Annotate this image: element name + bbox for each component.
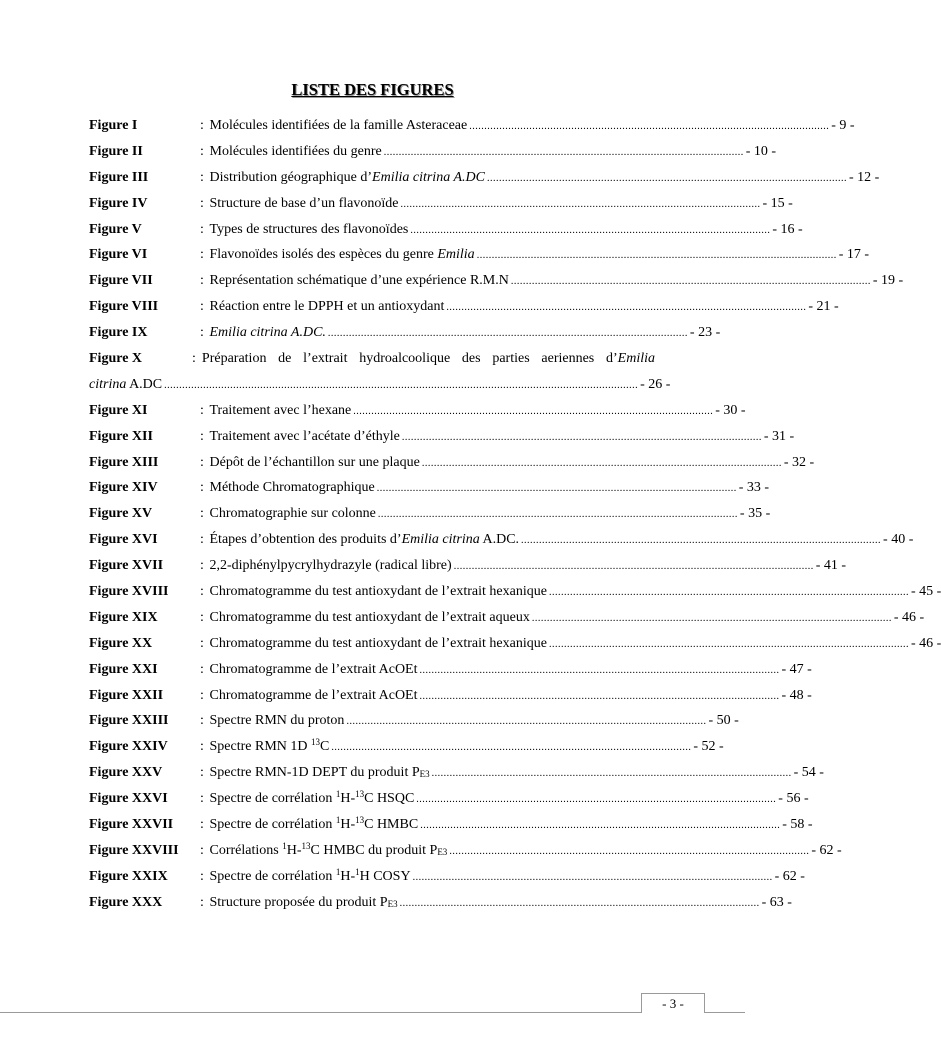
list-item: Figure XIII : Dépôt de l’échantillon sur une plaque ........................................................................................................................ - 32 - xyxy=(89,450,655,476)
list-item: Figure IX : Emilia citrina A.DC. ........................................................................................................................ - 23 - xyxy=(89,320,655,346)
list-item: Figure XXIX : Spectre de corrélation $^1$H-$^1$H COSY ........................................................................................................................ - 62 - xyxy=(89,864,655,890)
figure-label: Figure I xyxy=(89,118,138,133)
page-number: - 31 - xyxy=(763,428,795,444)
figure-caption: 2,2-diphénylpycrylhydrazyle (radical libre) xyxy=(209,558,452,574)
figure-label: Figure XXII xyxy=(89,687,164,703)
figure-caption: Spectre de corrélation $^1$H-$^{13}$C HSQC xyxy=(209,789,415,807)
figure-caption: Corrélations $^1$H-$^{13}$C HMBC du produit $P_{E3}$ xyxy=(209,840,448,858)
figure-label: Figure XIV xyxy=(89,480,158,496)
list-item: Figure V : Types de structures des flavonoïdes ........................................................................................................................ - 16 - xyxy=(89,217,655,243)
page-number: - 9 - xyxy=(831,118,855,133)
list-item: Figure XXV : Spectre RMN-1D DEPT du produit $P_{E3}$ ........................................................................................................................ - 54 - xyxy=(89,760,655,786)
list-item: Figure XX : Chromatogramme du test antioxydant de l’extrait hexanique ........................................................................................................................ - 46 - xyxy=(89,631,655,657)
figure-caption: Molécules identifiées de la famille Asteraceae xyxy=(209,118,468,133)
page-number: - 10 - xyxy=(745,143,777,159)
figure-label: Figure VII xyxy=(89,273,153,289)
figure-label: Figure IV xyxy=(89,195,148,211)
figure-caption: citrina A.DC xyxy=(89,376,163,392)
figure-label: Figure XI xyxy=(89,402,148,418)
figure-caption: Structure proposée du produit $P_{E3}$ xyxy=(209,894,398,910)
figure-list xyxy=(89,113,941,916)
figure-caption: Préparation de l’extrait hydroalcoolique des parties aeriennes d’Emilia xyxy=(201,351,655,367)
page-number: - 52 - xyxy=(693,739,724,755)
list-item: Figure XXII : Chromatogramme de l’extrait AcOEt ........................................................................................................................ - 48 - xyxy=(89,683,655,709)
page-number: - 50 - xyxy=(708,713,739,729)
list-item-continuation: citrina A.DC .............................................................................................................................................................. - 26 - xyxy=(89,372,655,398)
figure-label: Figure X xyxy=(89,351,143,367)
figure-caption: Réaction entre le DPPH et un antioxydant xyxy=(209,299,445,315)
figure-label: Figure XXVI xyxy=(89,791,168,807)
page-number: - 54 - xyxy=(793,765,824,781)
figure-caption: Chromatogramme de l’extrait AcOEt xyxy=(209,661,418,677)
figure-label: Figure XXIII xyxy=(89,713,169,729)
page-number: - 63 - xyxy=(761,894,792,910)
figure-caption: Chromatogramme du test antioxydant de l’extrait aqueux xyxy=(209,609,530,625)
page-number: - 46 - xyxy=(893,609,925,625)
page-number: - 21 - xyxy=(808,299,839,315)
page-number: - 15 - xyxy=(762,195,793,211)
footer-divider xyxy=(0,1012,745,1013)
figure-caption: Chromatogramme du test antioxydant de l’extrait hexanique xyxy=(209,584,547,600)
figure-label: Figure XII xyxy=(89,428,153,444)
figure-label: Figure XVI xyxy=(89,532,158,548)
list-item: Figure XII : Traitement avec l’acétate d’éthyle ........................................................................................................................ - 31 - xyxy=(89,424,655,450)
figure-label: Figure XXIV xyxy=(89,739,168,755)
list-item: Figure XXVI : Spectre de corrélation $^1$H-$^{13}$C HSQC ........................................................................................................................ - 56 - xyxy=(89,786,655,812)
page-number: - 19 - xyxy=(872,273,904,289)
list-item: Figure II : Molécules identifiées du genre ........................................................................................................................ - 10 - xyxy=(89,139,655,165)
figure-label: Figure XV xyxy=(89,506,153,522)
figure-caption: Représentation schématique d’une expérience R.M.N xyxy=(209,273,509,289)
figure-label: Figure XXVIII xyxy=(89,842,179,858)
page-number: - 48 - xyxy=(781,687,812,703)
page-number: - 56 - xyxy=(778,791,809,807)
figure-caption: Chromatographie sur colonne xyxy=(209,506,376,522)
figure-caption: Chromatogramme du test antioxydant de l’extrait hexanique xyxy=(209,635,547,651)
page-number: - 12 - xyxy=(848,169,880,185)
page-number: - 58 - xyxy=(782,817,813,833)
list-item: Figure XVI : Étapes d’obtention des produits d’Emilia citrina A.DC. ........................................................................................................................ - 40 - xyxy=(89,527,655,553)
figure-caption: Dépôt de l’échantillon sur une plaque xyxy=(209,454,420,470)
page-number: - 62 - xyxy=(774,868,805,884)
footer-page-number: - 3 - xyxy=(641,993,705,1013)
page-number: - 41 - xyxy=(815,558,847,574)
figure-caption: Méthode Chromatographique xyxy=(209,480,375,496)
page-number: - 17 - xyxy=(838,247,870,263)
figure-caption: Spectre RMN du proton xyxy=(209,713,345,729)
page-number: - 45 - xyxy=(910,584,941,600)
page-number: - 32 - xyxy=(783,454,815,470)
page-number: - 62 - xyxy=(811,842,842,858)
list-item: Figure I : Molécules identifiées de la famille Asteraceae ........................................................................................................................ - 9 - xyxy=(89,113,655,139)
list-item: Figure XXX : Structure proposée du produit $P_{E3}$ ........................................................................................................................ - 63 - xyxy=(89,890,655,916)
figure-label: Figure XXV xyxy=(89,765,163,781)
figure-caption: Types de structures des flavonoïdes xyxy=(209,221,409,237)
figure-caption: Structure de base d’un flavonoïde xyxy=(209,195,399,211)
list-item: Figure VII : Représentation schématique d’une expérience R.M.N ........................................................................................................................ - 19 - xyxy=(89,268,655,294)
page-number: - 46 - xyxy=(910,635,941,651)
figure-label: Figure III xyxy=(89,169,149,185)
list-item: Figure XIV : Méthode Chromatographique ........................................................................................................................ - 33 - xyxy=(89,475,655,501)
figure-label: Figure V xyxy=(89,221,142,237)
figure-caption: Emilia citrina A.DC. xyxy=(209,325,326,341)
page-number: - 40 - xyxy=(883,532,914,548)
figure-label: Figure IX xyxy=(89,325,148,341)
figure-label: Figure XXVII xyxy=(89,817,174,833)
page-number: - 30 - xyxy=(715,402,746,418)
figure-label: Figure XIII xyxy=(89,454,159,470)
figure-label: Figure XVIII xyxy=(89,584,169,600)
list-item: Figure XVIII : Chromatogramme du test antioxydant de l’extrait hexanique ........................................................................................................................ - 45 - xyxy=(89,579,655,605)
figure-label: Figure XXX xyxy=(89,894,163,910)
figure-label: Figure XXIX xyxy=(89,868,168,884)
figure-caption: Chromatogramme de l’extrait AcOEt xyxy=(209,687,418,703)
list-item: Figure XXI : Chromatogramme de l’extrait AcOEt ........................................................................................................................ - 47 - xyxy=(89,657,655,683)
figure-caption: Flavonoïdes isolés des espèces du genre Emilia xyxy=(209,247,475,263)
figure-label: Figure II xyxy=(89,143,143,159)
page-number: - 23 - xyxy=(689,325,721,341)
figure-label: Figure XIX xyxy=(89,609,158,625)
figure-caption: Traitement avec l’hexane xyxy=(209,402,352,418)
figure-caption: Distribution géographique d’Emilia citrina A.DC xyxy=(209,169,485,185)
figure-label: Figure XX xyxy=(89,635,153,651)
figure-caption: Molécules identifiées du genre xyxy=(209,143,382,159)
page-number: - 47 - xyxy=(781,661,812,677)
page-number: - 26 - xyxy=(640,376,671,392)
page-title: LISTE DES FIGURES xyxy=(291,80,454,99)
page-number: - 35 - xyxy=(739,506,771,522)
figure-label: Figure VIII xyxy=(89,299,159,315)
figure-caption: Spectre de corrélation $^1$H-$^{13}$C HMBC xyxy=(209,815,419,833)
figure-label: Figure XXI xyxy=(89,661,158,677)
list-item: Figure XXIII : Spectre RMN du proton ........................................................................................................................ - 50 - xyxy=(89,708,655,734)
page-number: - 16 - xyxy=(772,221,803,237)
list-item: Figure XXVII : Spectre de corrélation $^1$H-$^{13}$C HMBC ........................................................................................................................ - 58 - xyxy=(89,812,655,838)
figure-caption: Étapes d’obtention des produits d’Emilia citrina A.DC. xyxy=(209,532,520,548)
list-item: Figure III : Distribution géographique d’Emilia citrina A.DC ........................................................................................................................ - 12 - xyxy=(89,165,655,191)
list-item: Figure VIII : Réaction entre le DPPH et un antioxydant ........................................................................................................................ - 21 - xyxy=(89,294,655,320)
list-item: Figure VI : Flavonoïdes isolés des espèces du genre Emilia ........................................................................................................................ - 17 - xyxy=(89,242,655,268)
list-item: Figure XXIV : Spectre RMN 1D $^{13}$C ........................................................................................................................ - 52 - xyxy=(89,734,655,760)
list-item: Figure XVII : 2,2-diphénylpycrylhydrazyle (radical libre) ........................................................................................................................ - 41 - xyxy=(89,553,655,579)
list-item: Figure X : Préparation de l’extrait hydroalcoolique des parties aeriennes d’Emilia xyxy=(89,346,655,372)
list-item: Figure XI : Traitement avec l’hexane ........................................................................................................................ - 30 - xyxy=(89,398,655,424)
figure-caption: Traitement avec l’acétate d’éthyle xyxy=(209,428,400,444)
list-item: Figure IV : Structure de base d’un flavonoïde ........................................................................................................................ - 15 - xyxy=(89,191,655,217)
figure-caption: Spectre de corrélation $^1$H-$^1$H COSY xyxy=(209,866,411,884)
figure-label: Figure VI xyxy=(89,247,148,263)
list-item: Figure XXVIII : Corrélations $^1$H-$^{13}$C HMBC du produit $P_{E3}$ ........................................................................................................................ - 62 - xyxy=(89,838,655,864)
figure-label: Figure XVII xyxy=(89,558,164,574)
list-item: Figure XV : Chromatographie sur colonne ........................................................................................................................ - 35 - xyxy=(89,501,655,527)
figure-caption: Spectre RMN 1D $^{13}$C xyxy=(209,737,330,755)
list-item: Figure XIX : Chromatogramme du test antioxydant de l’extrait aqueux ........................................................................................................................ - 46 - xyxy=(89,605,655,631)
page-number: - 33 - xyxy=(738,480,770,496)
figure-caption: Spectre RMN-1D DEPT du produit $P_{E3}$ xyxy=(209,765,430,781)
